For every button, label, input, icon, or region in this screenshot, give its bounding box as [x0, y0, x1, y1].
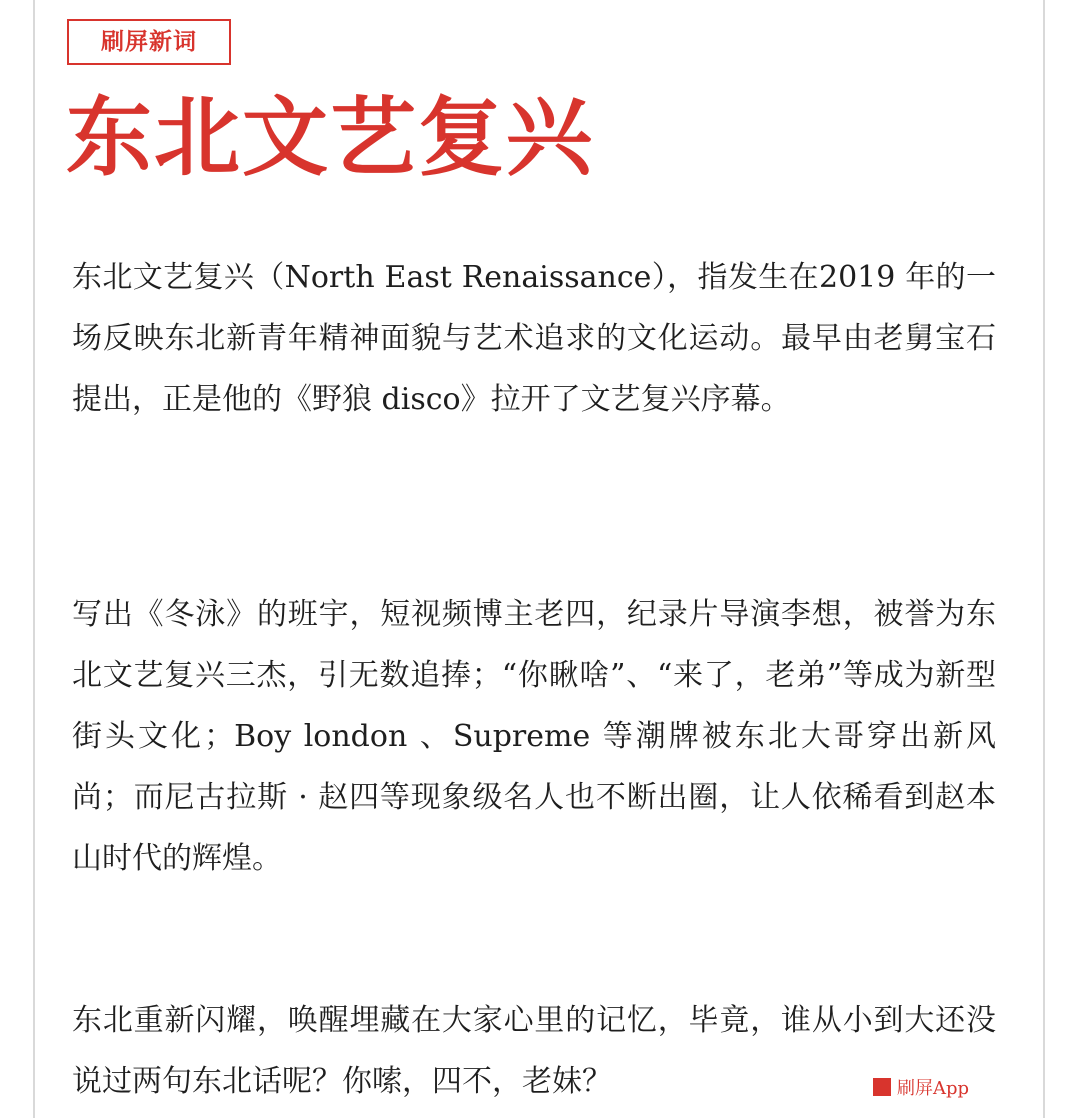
category-tag: 刷屏新词	[67, 19, 231, 65]
paragraph-culture: 写出《冬泳》的班宇，短视频博主老四，纪录片导演李想，被誉为东北文艺复兴三杰，引无数追捧；“你瞅啥”、“来了，老弟”等成为新型街头文化；Boy london 、Supreme 等潮牌被东北大哥穿出新风尚；而尼古拉斯 · 赵四等现象级名人也不断出圈，让人依稀看到赵本山时代的辉煌。	[72, 597, 996, 876]
article-title: 东北文艺复兴	[66, 88, 594, 188]
brand-watermark	[873, 1073, 969, 1101]
brand-label: 刷屏App	[897, 1078, 970, 1099]
paragraph-definition: 东北文艺复兴（North East Renaissance），指发生在2019 年的一场反映东北新青年精神面貌与艺术追求的文化运动。最早由老舅宝石提出，正是他的《野狼 disco》拉开了文艺复兴序幕。	[72, 260, 996, 417]
paragraph-conclusion: 东北重新闪耀，唤醒埋藏在大家心里的记忆，毕竟，谁从小到大还没说过两句东北话呢？你嗦，四不，老妹？	[72, 1003, 996, 1099]
red-square-icon	[873, 1078, 891, 1096]
